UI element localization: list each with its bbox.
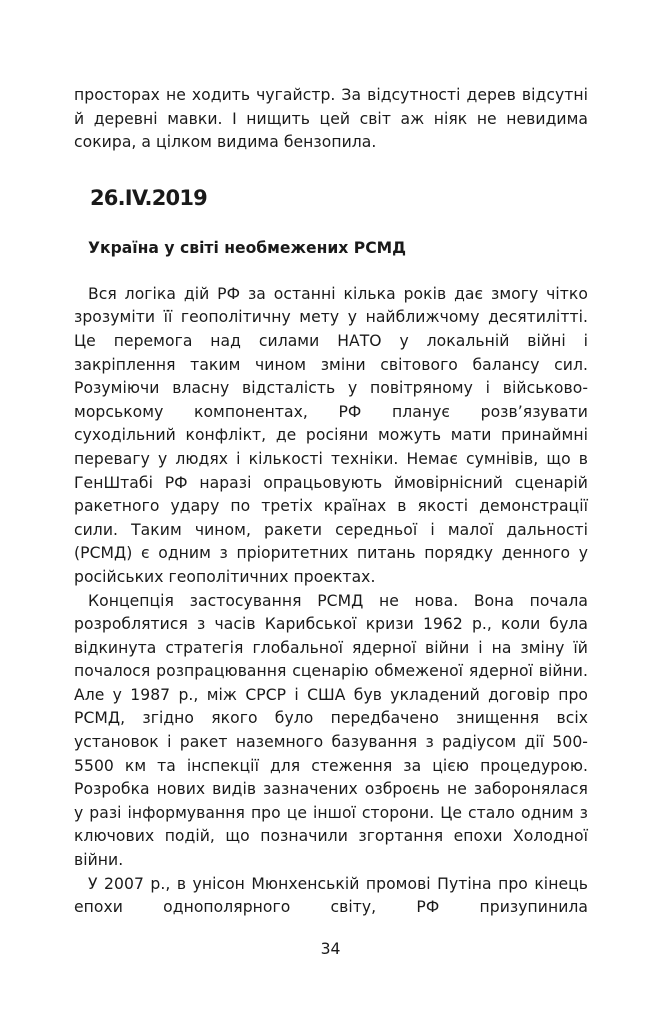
- intro-paragraph: просторах не ходить чугайстр. За відсутності дерев відсутні й деревні мавки. І нищить цей світ аж ніяк не невидима сокира, а цілком видима бензопила.: [74, 86, 588, 152]
- page-body: [74, 84, 588, 920]
- entry-date: 26.IV.2019: [90, 185, 207, 210]
- page-number: 34: [320, 940, 341, 958]
- body-paragraph-3: У 2007 р., в унісон Мюнхенській промові Путіна про кінець епохи однополярного світу, РФ призупинила: [74, 874, 588, 917]
- spacer: [74, 259, 588, 283]
- section-title: Україна у світі необмежених РСМД: [88, 238, 407, 257]
- body-paragraph-2: Концепція застосування РСМД не нова. Вона почала розроблятися з часів Карибської кризи 1962 р., коли була відкинута стратегія глобальної ядерної війни і на зміну їй почалося розпрацювання сценарію обмеженої ядерної війни. Але у 1987 р., між СРСР і США був укладений договір про РСМД, згідно якого було передбачено знищення всіх установок і ракет наземного базування з радіусом дії 500-5500 км та інспекції для стеження за цією процедурою. Розробка нових видів зазначених озброєнь не заборонялася у разі інформування про це іншої сторони. Це стало одним з ключових подій, що позначили згортання епохи Холодної війни.: [74, 591, 588, 870]
- body-paragraph-1: Вся логіка дій РФ за останні кілька років дає змогу чітко зрозуміти її геополітичну мету у найближчому десятилітті. Це перемога над силами НАТО у локальній війні і закріплення таким чином зміни світового балансу сил. Розуміючи власну відсталість у повітряному і військово-морському компонентах, РФ планує розв’язувати суходільний конфлікт, де росіяни можуть мати принаймні перевагу у людях і кількості техніки. Немає сумнівів, що в ГенШтабі РФ наразі опрацьовують ймовірнісний сценарій ракетного удару по третіх країнах в якості демонстрації сили. Таким чином, ракети середньої і малої дальності (РСМД) є одним з пріоритетних питань порядку денного у російських геополітичних проектах.: [74, 284, 588, 586]
